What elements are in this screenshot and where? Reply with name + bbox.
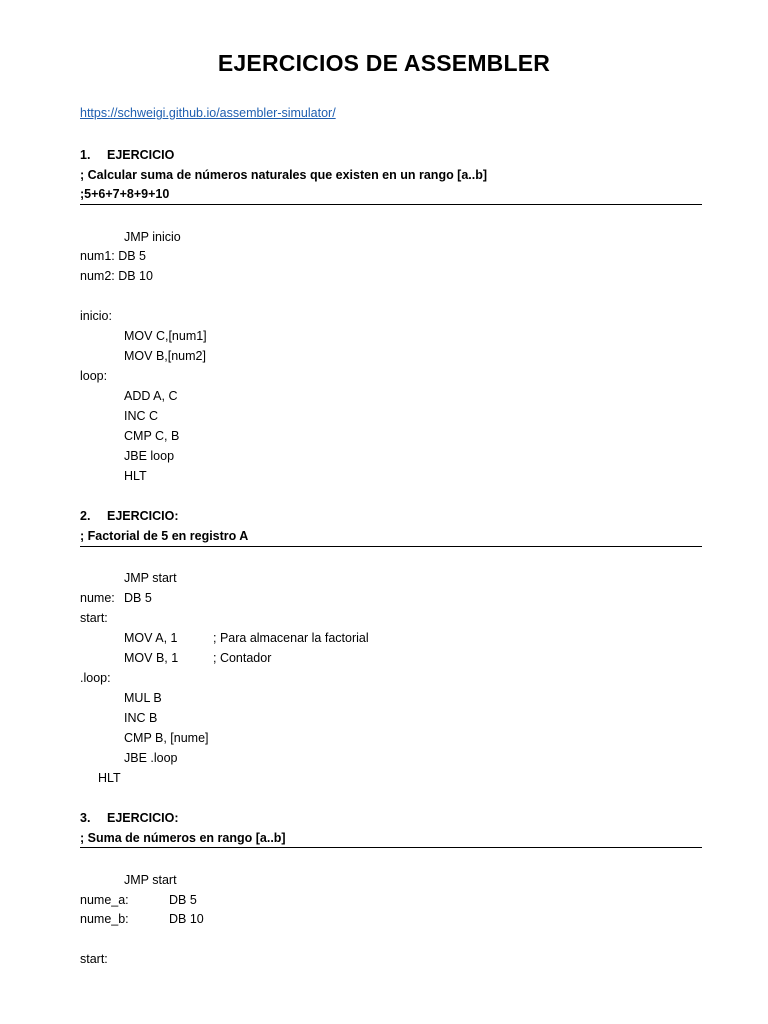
document-title: EJERCICIOS DE ASSEMBLER	[217, 50, 551, 76]
ex1-code-cmp: CMP C, B	[124, 429, 180, 443]
exercise-3-comment: ; Suma de números en rango [a..b]	[80, 831, 286, 845]
ex1-code-loop-label: loop:	[80, 369, 108, 383]
ex3-code-jmp: JMP start	[124, 873, 177, 887]
ex2-code-mov-a: MOV A, 1	[124, 631, 178, 645]
ex3-code-nume-a-value: DB 5	[169, 893, 197, 907]
ex2-code-hlt: HLT	[98, 771, 121, 785]
ex1-code-add: ADD A, C	[124, 389, 178, 403]
ex2-code-mov-b: MOV B, 1	[124, 651, 179, 665]
ex2-code-start-label: start:	[80, 611, 108, 625]
exercise-2-heading	[80, 508, 179, 524]
ex1-code-num1: num1: DB 5	[80, 249, 147, 263]
ex2-code-nume-label: nume:	[80, 591, 115, 605]
ex2-code-mov-a-comment: ; Para almacenar la factorial	[213, 631, 369, 645]
ex1-code-mov-c: MOV C,[num1]	[124, 329, 207, 343]
ex1-code-inc: INC C	[124, 409, 159, 423]
ex2-code-jmp: JMP start	[124, 571, 177, 585]
ex2-code-cmp: CMP B, [nume]	[124, 731, 209, 745]
exercise-1-title: EJERCICIO	[107, 148, 175, 162]
exercise-2-number: 2.	[80, 509, 91, 523]
ex3-code-nume-a-label: nume_a:	[80, 893, 129, 907]
ex2-code-mov-b-comment: ; Contador	[213, 651, 272, 665]
ex1-code-mov-b: MOV B,[num2]	[124, 349, 206, 363]
exercise-2-comment: ; Factorial de 5 en registro A	[80, 529, 249, 543]
ex2-code-inc: INC B	[124, 711, 158, 725]
ex2-code-nume-value: DB 5	[124, 591, 152, 605]
exercise-1-number: 1.	[80, 148, 91, 162]
ex1-code-jbe: JBE loop	[124, 449, 175, 463]
exercise-1-heading	[80, 147, 174, 163]
exercise-3-heading	[80, 810, 179, 826]
ex2-code-loop-label: .loop:	[80, 671, 111, 685]
ex2-code-mul: MUL B	[124, 691, 162, 705]
ex3-code-nume-b-label: nume_b:	[80, 912, 129, 926]
exercise-3-number: 3.	[80, 811, 91, 825]
exercise-2-divider	[80, 546, 702, 547]
ex1-code-inicio-label: inicio:	[80, 309, 112, 323]
exercise-1-divider	[80, 204, 702, 205]
exercise-1-comment-1: ; Calcular suma de números naturales que existen en un rango [a..b]	[80, 168, 488, 182]
ex1-code-jmp: JMP inicio	[124, 230, 181, 244]
exercise-3-divider	[80, 847, 702, 848]
ex2-code-jbe: JBE .loop	[124, 751, 178, 765]
exercise-2-title: EJERCICIO:	[107, 509, 179, 523]
ex3-code-nume-b-value: DB 10	[169, 912, 204, 926]
exercise-1-comment-2: ;5+6+7+8+9+10	[80, 187, 170, 201]
ex1-code-num2: num2: DB 10	[80, 269, 153, 283]
simulator-link[interactable]: https://schweigi.github.io/assembler-simulator/	[80, 106, 336, 120]
ex3-code-start-label: start:	[80, 952, 108, 966]
ex1-code-hlt: HLT	[124, 469, 147, 483]
exercise-3-title: EJERCICIO:	[107, 811, 179, 825]
